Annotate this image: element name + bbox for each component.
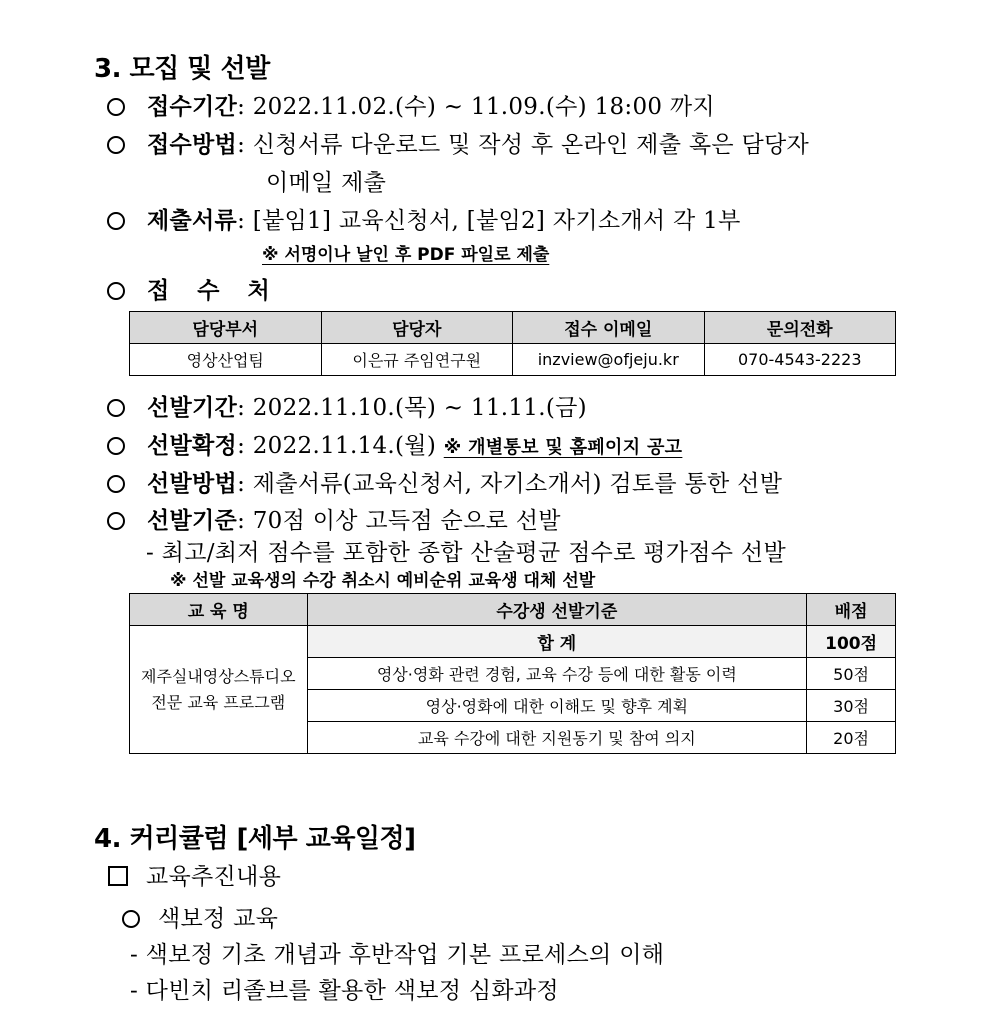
docs-note: ※ 서명이나 날인 후 PDF 파일로 제출 [262, 245, 550, 265]
contact-table [129, 311, 896, 376]
select-confirm-label: 선발확정 [147, 432, 238, 459]
docs-label: 제출서류 [147, 207, 238, 234]
contact-header-dept: 담당부서 [130, 312, 322, 344]
criteria-header-criterion: 수강생 선발기준 [307, 594, 807, 626]
select-confirm-note: ※ 개별통보 및 홈페이지 공고 [443, 437, 683, 458]
select-criteria-note: ※ 선발 교육생의 수강 취소시 예비순위 교육생 대체 선발 [170, 571, 596, 591]
box-item-line [108, 858, 281, 891]
apply-period-label: 접수기간 [147, 93, 238, 120]
circle-bullet-icon [107, 512, 125, 530]
criteria-row-2: 영상·영화에 대한 이해도 및 향후 계획 [307, 690, 807, 722]
criteria-program-cell [130, 626, 308, 754]
square-bullet-icon [108, 866, 128, 886]
contact-header-email: 접수 이메일 [513, 312, 705, 344]
box-item-text: 교육추진내용 [146, 864, 282, 890]
curriculum-item-text: 색보정 교육 [158, 906, 279, 932]
criteria-program-line2: 전문 교육 프로그램 [151, 692, 286, 712]
table-row [130, 626, 896, 658]
contact-header-phone: 문의전화 [704, 312, 896, 344]
docs-line [107, 202, 741, 235]
select-criteria-value: : 70점 이상 고득점 순으로 선발 [237, 508, 561, 534]
select-criteria-label: 선발기준 [147, 507, 238, 534]
curriculum-sub-2: - 다빈치 리졸브를 활용한 색보정 심화과정 [130, 978, 559, 1004]
section-3-title: 3. 모집 및 선발 [94, 54, 270, 84]
criteria-total-score: 100점 [807, 626, 896, 658]
apply-period-line [107, 88, 715, 121]
select-period-line [107, 389, 587, 422]
select-criteria-line [107, 502, 561, 535]
select-confirm-line [107, 427, 682, 460]
criteria-total-label: 합 계 [307, 626, 807, 658]
circle-bullet-icon [107, 475, 125, 493]
select-confirm-value: : 2022.11.14.(월) [237, 433, 437, 459]
criteria-score-3: 20점 [807, 722, 896, 754]
circle-bullet-icon [107, 437, 125, 455]
criteria-table-header [130, 594, 896, 626]
docs-value: : [붙임1] 교육신청서, [붙임2] 자기소개서 각 1부 [237, 208, 741, 234]
curriculum-item-line [122, 900, 278, 933]
criteria-header-program: 교 육 명 [130, 594, 308, 626]
apply-method-label: 접수방법 [147, 131, 238, 158]
criteria-score-1: 50점 [807, 658, 896, 690]
circle-bullet-icon [107, 136, 125, 154]
contact-header-person: 담당자 [321, 312, 513, 344]
select-period-value: : 2022.11.10.(목) ~ 11.11.(금) [237, 395, 587, 421]
criteria-row-3: 교육 수강에 대한 지원동기 및 참여 의지 [307, 722, 807, 754]
select-method-label: 선발방법 [147, 470, 238, 497]
criteria-row-1: 영상·영화 관련 경험, 교육 수강 등에 대한 활동 이력 [307, 658, 807, 690]
circle-bullet-icon [122, 910, 140, 928]
apply-method-line [107, 126, 809, 159]
apply-period-value: : 2022.11.02.(수) ~ 11.09.(수) 18:00 까지 [237, 94, 715, 120]
circle-bullet-icon [107, 282, 125, 300]
circle-bullet-icon [107, 399, 125, 417]
criteria-program-line1: 제주실내영상스튜디오 [140, 666, 296, 686]
select-period-label: 선발기간 [147, 394, 238, 421]
contact-phone: 070-4543-2223 [704, 344, 896, 376]
contact-dept: 영상산업팀 [130, 344, 322, 376]
select-method-line [107, 465, 782, 498]
apply-method-value-cont: 이메일 제출 [266, 170, 387, 196]
table-row [130, 344, 896, 376]
contact-table-header [130, 312, 896, 344]
circle-bullet-icon [107, 98, 125, 116]
select-criteria-sub: - 최고/최저 점수를 포함한 종합 산술평균 점수로 평가점수 선발 [146, 540, 786, 566]
criteria-table [129, 593, 896, 754]
contact-label: 접 수 처 [147, 277, 280, 304]
circle-bullet-icon [107, 212, 125, 230]
contact-email: inzview@ofjeju.kr [513, 344, 705, 376]
contact-line [107, 272, 280, 305]
contact-person: 이은규 주임연구원 [321, 344, 513, 376]
apply-method-value: : 신청서류 다운로드 및 작성 후 온라인 제출 혹은 담당자 [237, 132, 810, 158]
section-4-title: 4. 커리큘럼 [세부 교육일정] [94, 824, 416, 854]
criteria-score-2: 30점 [807, 690, 896, 722]
select-method-value: : 제출서류(교육신청서, 자기소개서) 검토를 통한 선발 [237, 471, 783, 497]
criteria-header-score: 배점 [807, 594, 896, 626]
curriculum-sub-1: - 색보정 기초 개념과 후반작업 기본 프로세스의 이해 [130, 942, 665, 968]
